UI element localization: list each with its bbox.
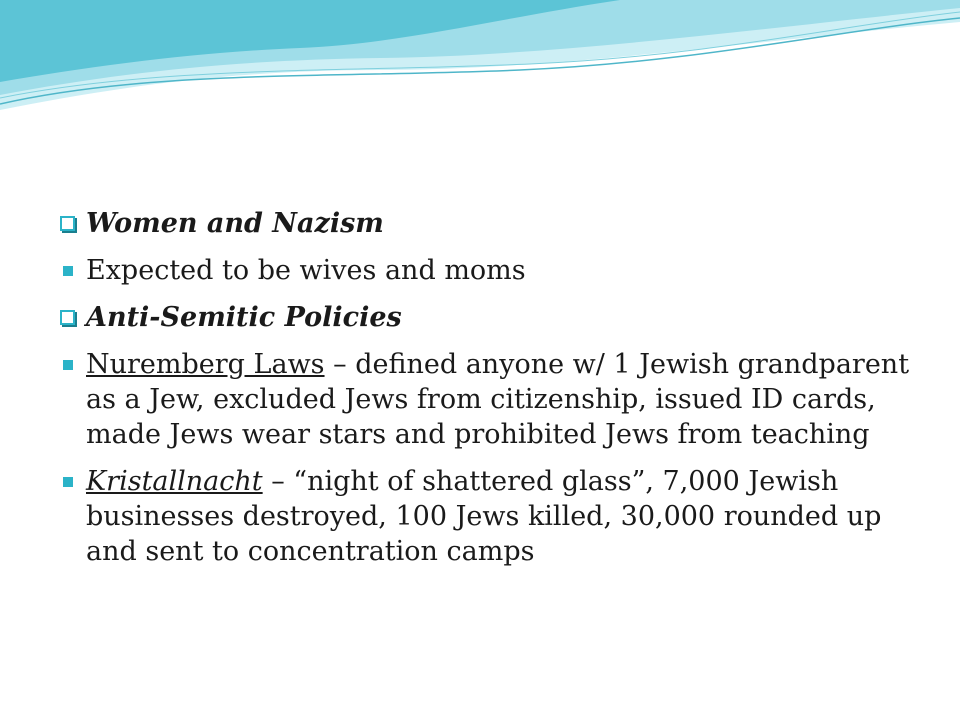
hollow-square-bullet-icon [60, 300, 86, 335]
nuremberg-description: – defined anyone w/ 1 Jewish grandparent as a Jew, excluded Jews from citizenship, issued ID cards, made Jews wear stars and prohibited Jews from teaching [86, 349, 910, 450]
square-bullet-icon [60, 347, 86, 382]
bullet-wives-moms [60, 253, 920, 288]
square-bullet-icon [60, 253, 86, 288]
hollow-square-bullet-icon [60, 206, 86, 241]
bullet-kristallnacht [60, 464, 920, 569]
heading-anti-semitic-policies [60, 300, 920, 335]
bullet-text [86, 464, 920, 569]
kristallnacht-description: – “night of shattered glass”, 7,000 Jewish businesses destroyed, 100 Jews killed, 30,000 rounded up and sent to concentration camps [86, 466, 882, 567]
square-bullet-icon [60, 464, 86, 499]
header-wave-decoration [0, 0, 960, 130]
term-kristallnacht: Kristallnacht [86, 466, 263, 497]
heading-women-nazism [60, 206, 920, 241]
bullet-text: Expected to be wives and moms [86, 255, 526, 286]
term-nuremberg-laws: Nuremberg Laws [86, 349, 325, 380]
heading-text: Anti-Semitic Policies [86, 302, 402, 333]
heading-text: Women and Nazism [86, 208, 384, 239]
slide-content [60, 206, 920, 581]
bullet-text [86, 347, 920, 452]
bullet-nuremberg-laws [60, 347, 920, 452]
